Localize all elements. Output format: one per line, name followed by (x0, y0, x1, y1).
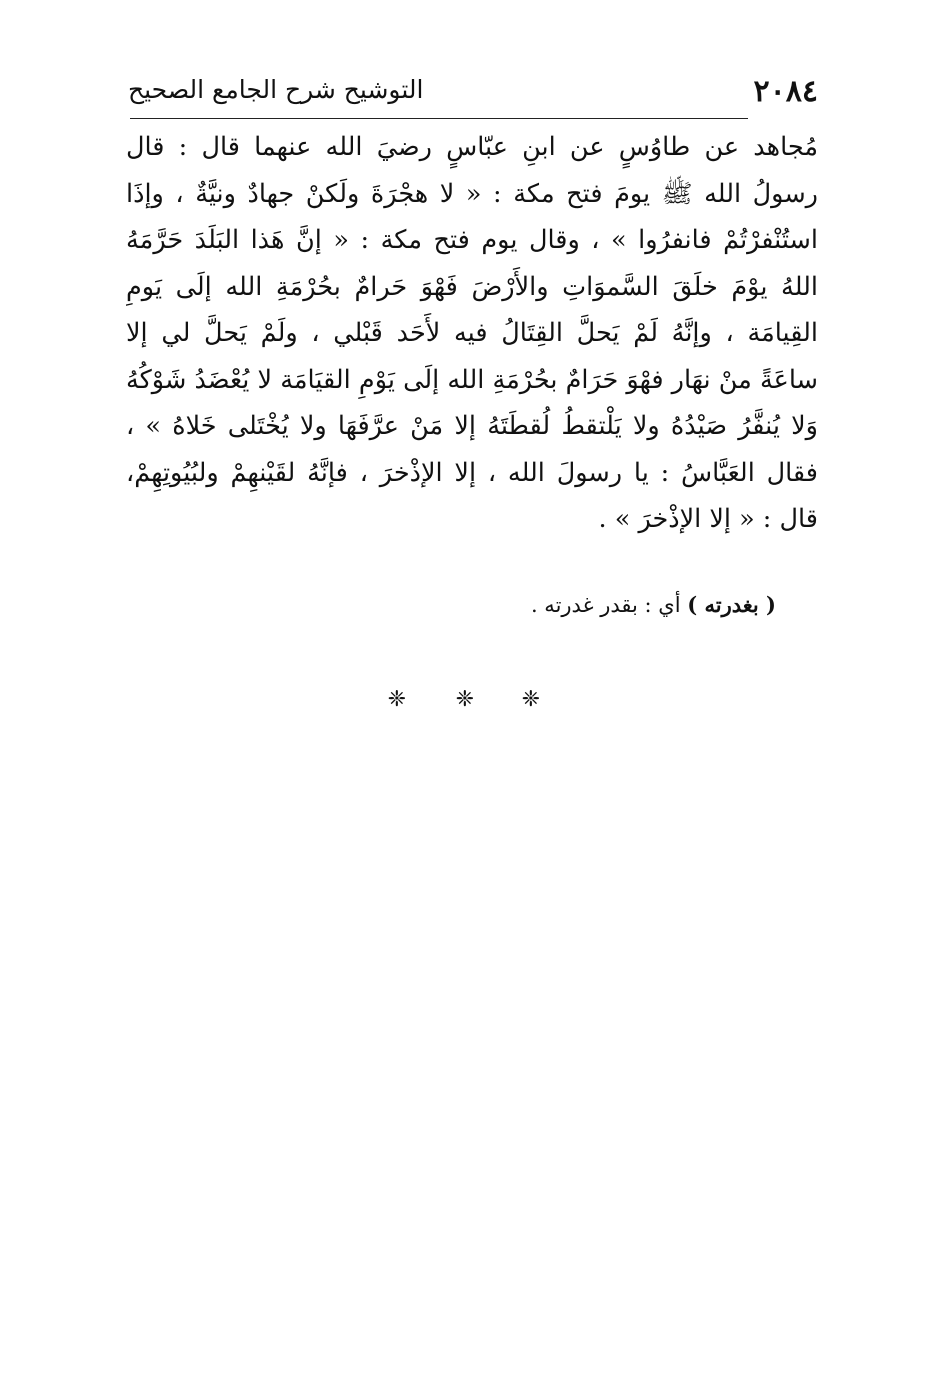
text-line-8: فقال العَبَّاسُ : يا رسولَ الله ، إلا الإذْخرَ ، فإنَّهُ لقَيْنهِمْ ولبُيُوتِهِمْ، (126, 457, 818, 488)
note-term: ( بغدرته ) (687, 592, 776, 617)
text-line-9: قال : « إلا الإذْخرَ » . (598, 504, 818, 534)
note-explanation: أي : بقدر غدرته . (530, 593, 681, 617)
text-line-2: رسولُ الله ﷺ يومَ فتح مكة : « لا هجْرَةَ ولَكنْ جهادٌ ونيَّةٌ ، وإذَا (126, 178, 818, 209)
text-line-3: استُنْفرْتُمْ فانفرُوا » ، وقال يوم فتح مكة : « إنَّ هَذا البَلَدَ حَرَّمَهُ (126, 225, 818, 255)
explanatory-note (360, 590, 776, 620)
section-divider (360, 686, 560, 716)
text-line-4: اللهُ يوْمَ خلَقَ السَّموَاتِ والأَرْضَ فَهْوَ حَرامٌ بحُرْمَةِ الله إلَى يَومِ (126, 271, 818, 302)
text-line-7: وَلا يُنفَّرُ صَيْدُهُ ولا يَلْتقطُ لُقطَتَهُ إلا مَنْ عرَّفَهَا ولا يُخْتَلى خَلاهُ » ، (126, 411, 818, 441)
text-line-6: ساعَةً منْ نهَار فهْوَ حَرَامٌ بحُرْمَةِ الله إلَى يَوْمِ القيَامَة لا يُعْضَدُ شَوْكُهُ (126, 364, 818, 395)
running-title: التوشيح شرح الجامع الصحيح (128, 75, 424, 104)
header-rule (130, 118, 748, 119)
text-line-1: مُجاهد عن طاوُسٍ عن ابنِ عبّاسٍ رضيَ الله عنهما قال : قال (126, 132, 818, 162)
page-number: ٢٠٨٤ (753, 74, 818, 109)
ornament-star-icon: ❈ (455, 687, 474, 712)
main-text (126, 124, 818, 543)
ornament-star-icon: ❈ (387, 687, 406, 712)
ornament-star-icon: ❈ (521, 687, 540, 712)
text-line-5: القِيامَة ، وإنَّهُ لَمْ يَحلَّ القِتَالُ فيه لأَحَد قَبْلي ، ولَمْ يَحلَّ لي إلا (126, 318, 818, 348)
page-header (128, 68, 818, 116)
